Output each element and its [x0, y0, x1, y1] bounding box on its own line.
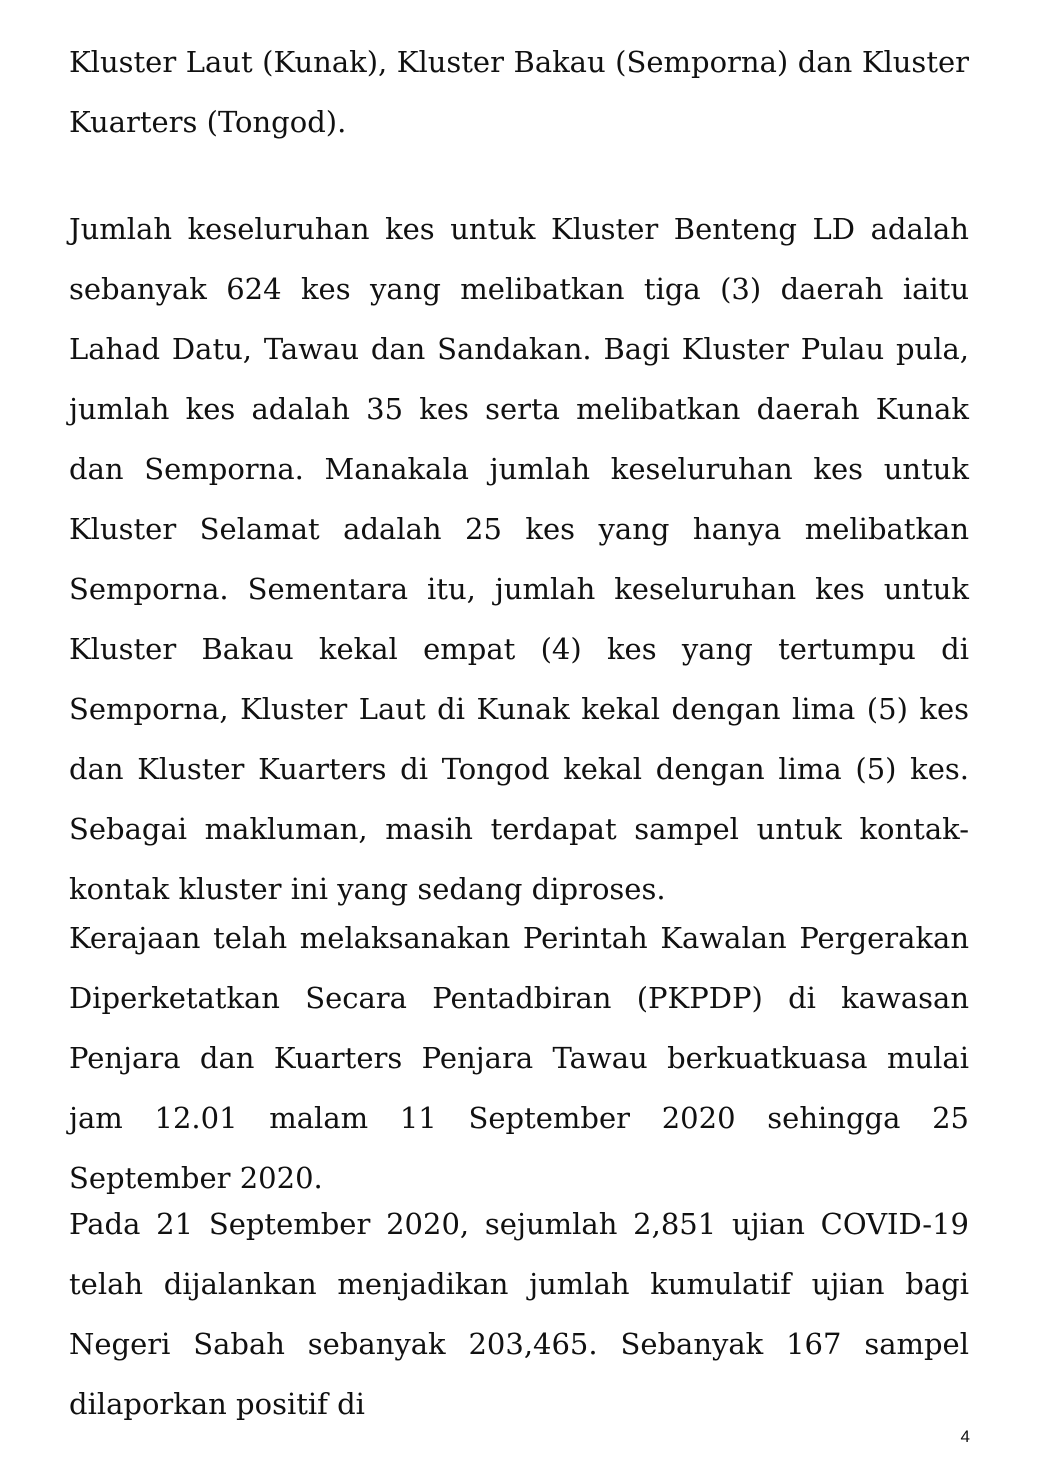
paragraph-covid-testing: Pada 21 September 2020, sejumlah 2,851 ujian COVID-19 telah dijalankan menjadikan jumlah kumulatif ujian bagi Negeri Sabah sebanyak 203,465. Sebanyak 167 sampel dilaporkan positif di — [69, 1207, 969, 1421]
paragraph-cluster-list-end: Kluster Laut (Kunak), Kluster Bakau (Semporna) dan Kluster Kuarters (Tongod). — [69, 45, 969, 139]
page-number: 4 — [960, 1427, 970, 1446]
paragraph-cluster-case-totals: Jumlah keseluruhan kes untuk Kluster Benteng LD adalah sebanyak 624 kes yang melibatkan tiga (3) daerah iaitu Lahad Datu, Tawau dan Sandakan. Bagi Kluster Pulau pula, jumlah kes adalah 35 kes serta melibatkan daerah Kunak dan Semporna. Manakala jumlah keseluruhan kes untuk Kluster Selamat adalah 25 kes yang hanya melibatkan Semporna. Sementara itu, jumlah keseluruhan kes untuk Kluster Bakau kekal empat (4) kes yang tertumpu di Semporna, Kluster Laut di Kunak kekal dengan lima (5) kes dan Kluster Kuarters di Tongod kekal dengan lima (5) kes. Sebagai makluman, masih terdapat sampel untuk kontak-kontak kluster ini yang sedang diproses. — [69, 212, 969, 906]
paragraph-pkpdp-order: Kerajaan telah melaksanakan Perintah Kawalan Pergerakan Diperketatkan Secara Pentadbiran (PKPDP) di kawasan Penjara dan Kuarters Penjara Tawau berkuatkuasa mulai jam 12.01 malam 11 September 2020 sehingga 25 September 2020. — [69, 921, 969, 1195]
